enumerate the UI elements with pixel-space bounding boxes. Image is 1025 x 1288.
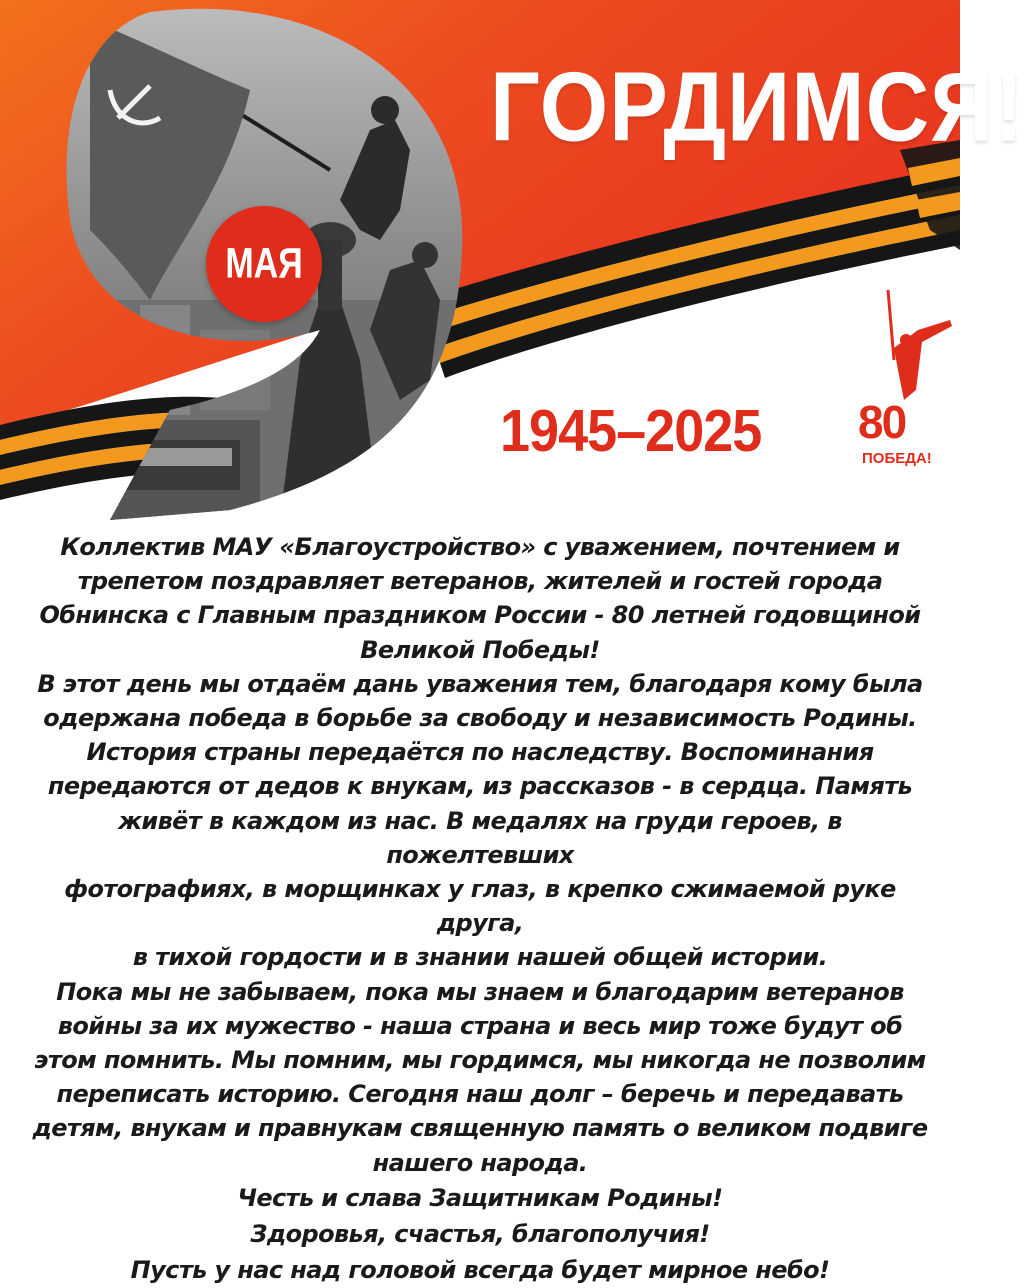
emblem-word: ПОБЕДА! [862, 450, 932, 467]
closing-line: Честь и слава Защитникам Родины! [237, 1183, 723, 1212]
greeting-text [30, 530, 930, 1288]
text-line: одержана победа в борьбе за свободу и независимость Родины. [43, 704, 917, 733]
text-line: Великой Победы! [360, 635, 600, 664]
greeting-paragraph-1 [30, 530, 930, 667]
text-line: переписать историю. Сегодня наш долг – беречь и передавать [56, 1080, 904, 1109]
victory-80-emblem [858, 290, 958, 486]
closing-line: Здоровья, счастья, благополучия! [250, 1219, 710, 1248]
text-line: детям, внукам и правнукам священную память о великом подвиге [32, 1114, 928, 1143]
years-range: 1945–2025 [500, 398, 762, 464]
text-line: трепетом поздравляет ветеранов, жителей и гостей города [77, 567, 883, 596]
text-line: фотографиях, в морщинках у глаз, в крепко сжимаемой руке друга, [64, 875, 896, 938]
closing-wishes [30, 1180, 930, 1288]
emblem-number: 80 [858, 396, 906, 448]
greeting-paragraph-3 [30, 975, 930, 1180]
day-badge [206, 206, 322, 322]
text-line: в тихой гордости и в знании нашей общей истории. [132, 943, 828, 972]
text-line: живёт в каждом из нас. В медалях на груди героев, в пожелтевших [118, 806, 842, 869]
day-badge-label: МАЯ [225, 239, 303, 288]
text-line: В этот день мы отдаём дань уважения тем, благодаря кому была [37, 669, 923, 698]
greeting-paragraph-2 [30, 667, 930, 975]
text-line: нашего народа. [372, 1148, 588, 1177]
text-line: Пока мы не забываем, пока мы знаем и благодарим ветеранов [56, 977, 904, 1006]
text-line: передаются от дедов к внукам, из рассказов - в сердца. Память [47, 772, 913, 801]
text-line: этом помнить. Мы помним, мы гордимся, мы никогда не позволим [34, 1046, 926, 1075]
text-line: История страны передаётся по наследству. Воспоминания [86, 738, 874, 767]
text-line: Обнинска с Главным праздником России - 80 летней годовщиной [39, 601, 921, 630]
headline: ГОРДИМСЯ! [490, 51, 1025, 162]
banner [0, 0, 1025, 520]
text-line: войны за их мужество - наша страна и весь мир тоже будут об [57, 1011, 903, 1040]
text-line: Коллектив МАУ «Благоустройство» с уважением, почтением и [60, 533, 900, 561]
closing-line: Пусть у нас над головой всегда будет мирное небо! [130, 1255, 830, 1284]
